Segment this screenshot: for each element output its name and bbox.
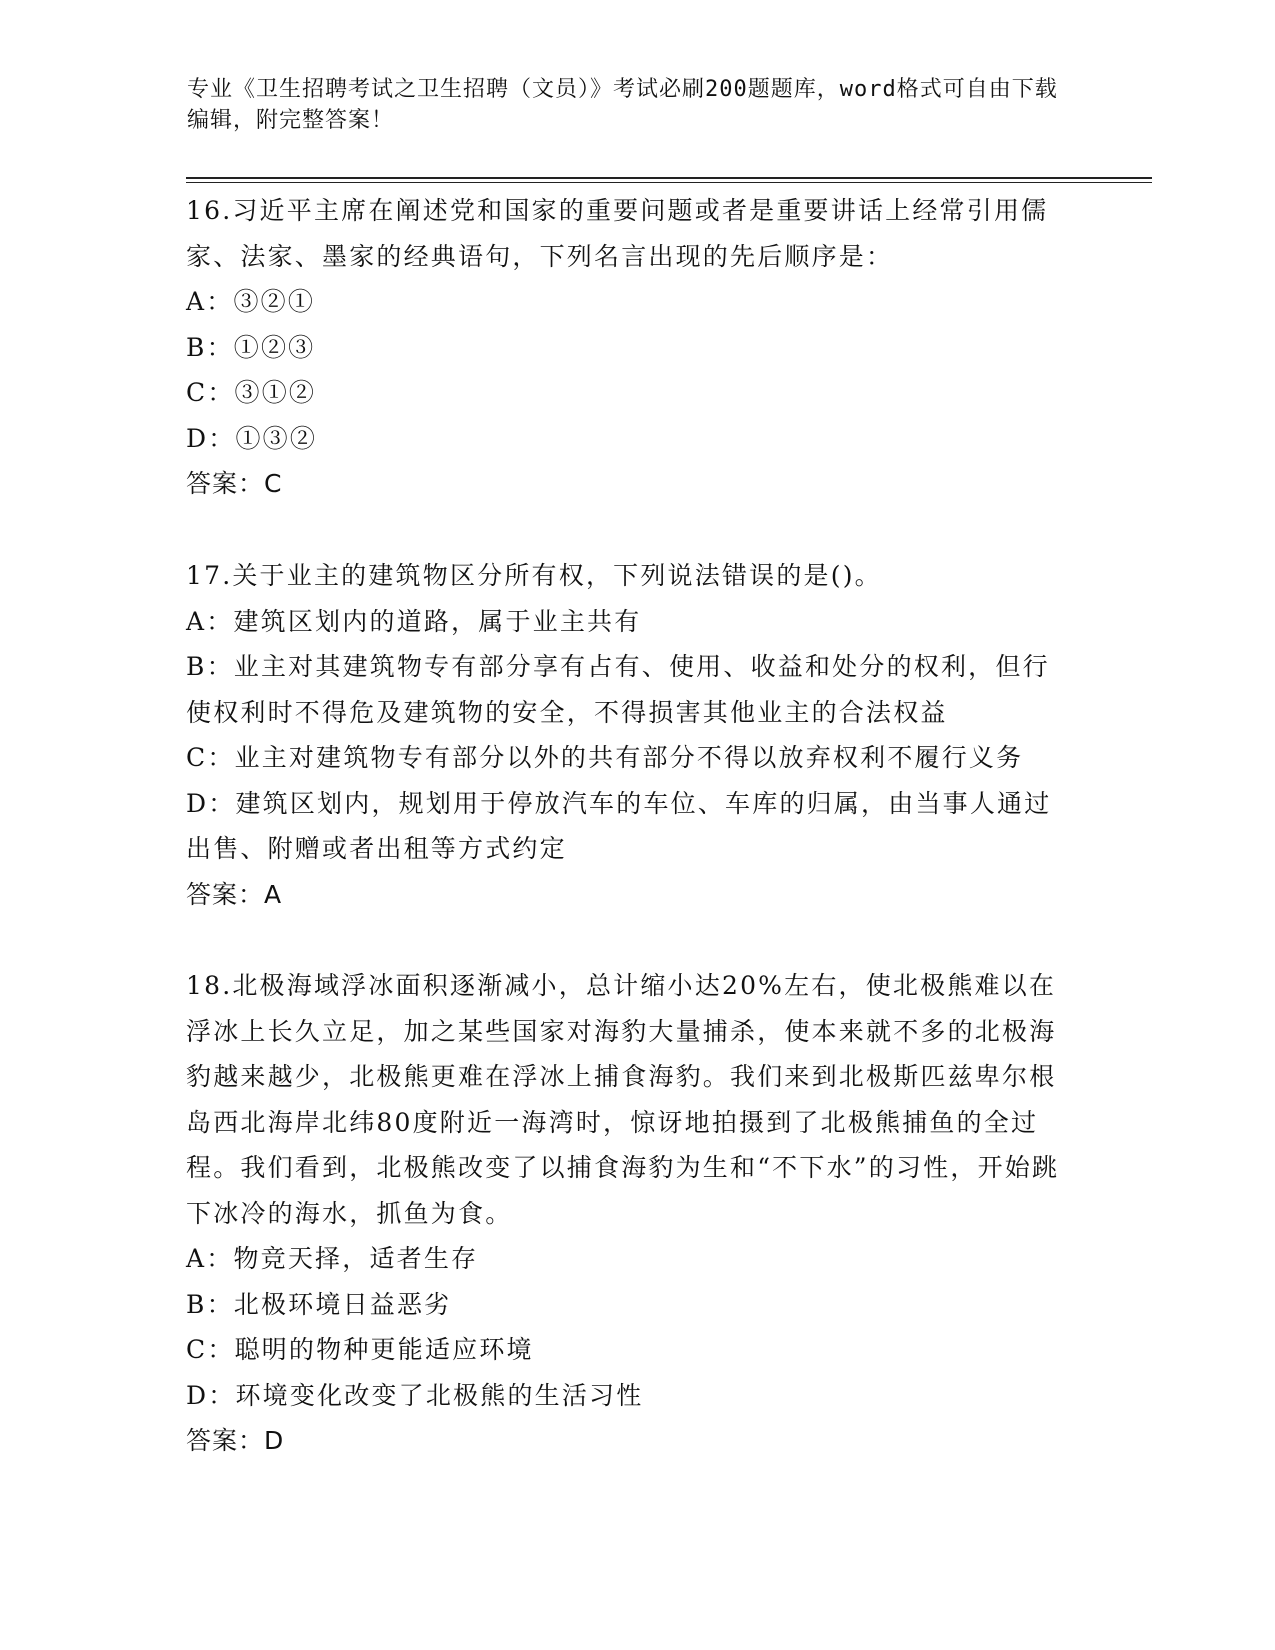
question-stem: 17.关于业主的建筑物区分所有权，下列说法错误的是()。 [186, 561, 882, 590]
question-16 [186, 188, 1071, 507]
option-b: B：北极环境日益恶劣 [186, 1289, 452, 1319]
option-c: C：业主对建筑物专有部分以外的共有部分不得以放弃权利不履行义务 [186, 743, 1024, 772]
option-c: C：聪明的物种更能适应环境 [186, 1335, 534, 1364]
question-stem: 16.习近平主席在阐述党和国家的重要问题或者是重要讲话上经常引用儒家、法家、墨家的经典语句，下列名言出现的先后顺序是： [186, 196, 1049, 271]
question-18 [186, 963, 1071, 1464]
option-a: A：建筑区划内的道路，属于业主共有 [186, 606, 642, 636]
document-header: 专业《卫生招聘考试之卫生招聘（文员）》考试必刷200题题库，word格式可自由下载编辑，附完整答案！ [187, 77, 1058, 133]
answer-line: 答案：D [186, 1426, 285, 1455]
question-stem: 18.北极海域浮冰面积逐渐减小，总计缩小达20%左右，使北极熊难以在浮冰上长久立足，加之某些国家对海豹大量捕杀，使本来就不多的北极海豹越来越少，北极熊更难在浮冰上捕食海豹。我们来到北极斯匹兹卑尔根岛西北海岸北纬80度附近一海湾时，惊讶地拍摄到了北极熊捕鱼的全过程。我们看到，北极熊改变了以捕食海豹为生和“不下水”的习性，开始跳下冰冷的海水，抓鱼为食。 [186, 971, 1060, 1228]
option-d: D：环境变化改变了北极熊的生活习性 [186, 1380, 644, 1410]
option-a: A：③②① [186, 287, 316, 316]
option-d: D：①③② [186, 423, 318, 453]
header-divider-top [186, 177, 1152, 179]
option-a: A：物竞天择，适者生存 [186, 1244, 479, 1273]
option-b: B：①②③ [186, 332, 316, 362]
header-divider-bottom [186, 182, 1152, 183]
question-17 [186, 553, 1071, 917]
option-c: C：③①② [186, 378, 317, 407]
answer-line: 答案：C [186, 469, 283, 498]
answer-line: 答案：A [186, 879, 283, 909]
option-b: B：业主对其建筑物专有部分享有占有、使用、收益和处分的权利，但行使权利时不得危及建筑物的安全，不得损害其他业主的合法权益 [186, 652, 1050, 727]
option-d: D：建筑区划内，规划用于停放汽车的车位、车库的归属，由当事人通过出售、附赠或者出租等方式约定 [186, 788, 1052, 863]
